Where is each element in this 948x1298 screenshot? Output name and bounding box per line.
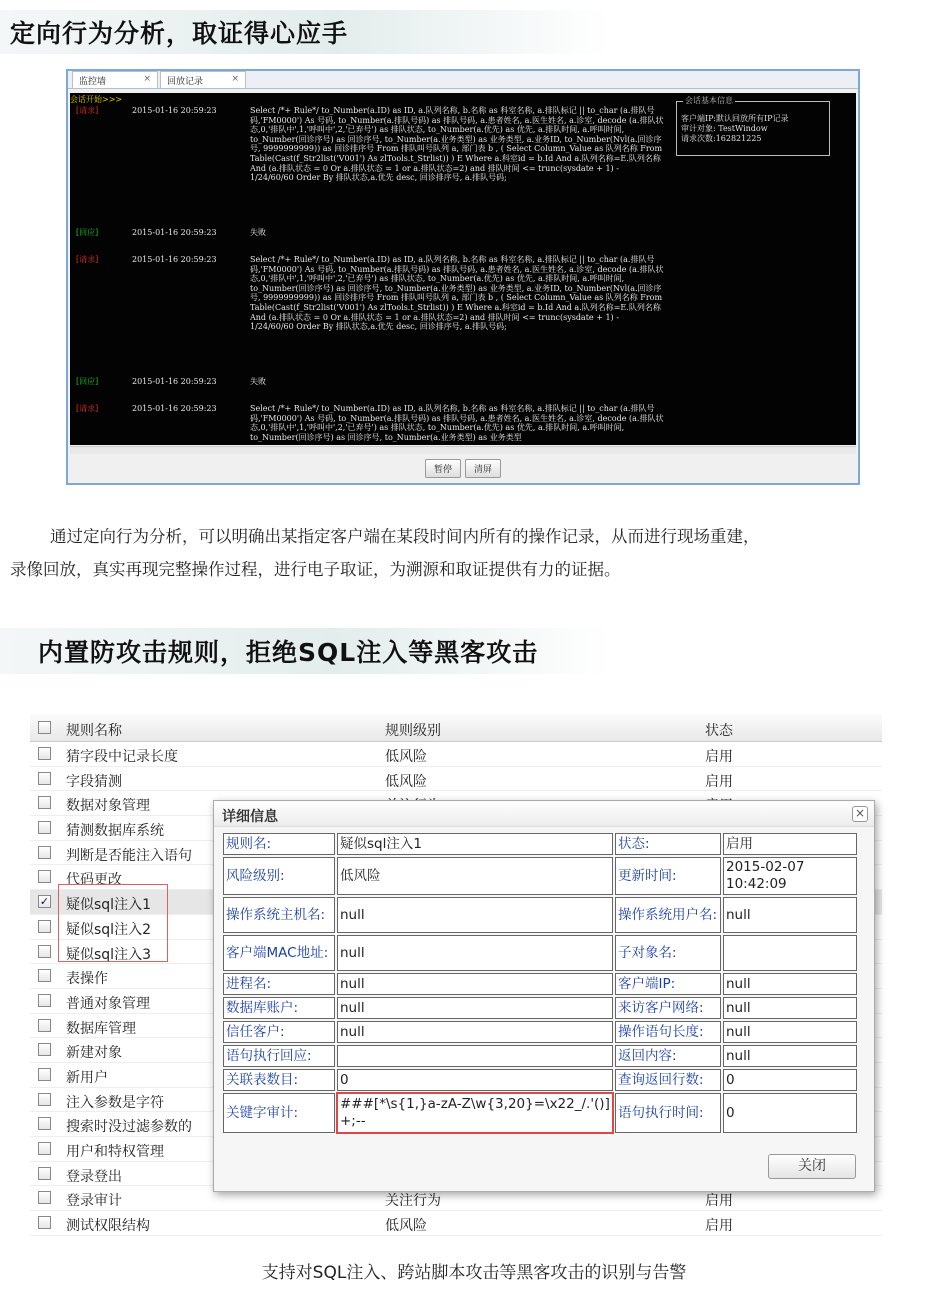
header-rule-level[interactable]: 规则级别: [385, 723, 441, 739]
header-rule-name[interactable]: 规则名称: [66, 723, 122, 739]
caption: 支持对SQL注入、跨站脚本攻击等黑客攻击的识别与告警: [261, 1263, 687, 1283]
row-checkbox[interactable]: [38, 870, 51, 883]
log-tag: [回应]: [76, 377, 99, 386]
row-checkbox[interactable]: [38, 1093, 51, 1106]
info-request-count: 请求次数:162821225: [681, 134, 762, 143]
session-start-text: 会话开始>>>: [70, 95, 123, 104]
row-checkbox[interactable]: [38, 846, 51, 859]
row-checkbox[interactable]: [38, 994, 51, 1007]
highlight-box: [58, 884, 168, 962]
select-all-checkbox[interactable]: [38, 721, 51, 734]
rule-name: 数据对象管理: [66, 798, 150, 815]
field-label: 数据库账户:: [223, 997, 335, 1019]
rule-name: 搜索时没过滤参数的: [66, 1119, 192, 1136]
row-checkbox[interactable]: [38, 796, 51, 809]
row-checkbox[interactable]: [38, 920, 51, 933]
field-value: 启用: [723, 833, 857, 855]
field-label: 操作系统用户名:: [615, 897, 721, 933]
info-client-ip: 客户端IP:默认回放所有IP记录: [681, 114, 789, 123]
rule-status: 启用: [705, 1218, 733, 1235]
rule-name: 登录登出: [66, 1168, 122, 1185]
field-label: 状态:: [615, 833, 721, 855]
rule-name: 代码更改: [66, 872, 122, 889]
table-header: [30, 714, 882, 742]
rule-name: 新建对象: [66, 1045, 122, 1062]
section-banner-1: [0, 10, 610, 54]
log-tag: [请求]: [76, 404, 99, 413]
log-message: 失败: [250, 228, 266, 237]
field-label: 操作系统主机名:: [223, 897, 335, 933]
section-title-2: 内置防攻击规则，拒绝SQL注入等黑客攻击: [38, 638, 539, 667]
rule-name: 表操作: [66, 971, 108, 988]
row-checkbox[interactable]: [38, 1117, 51, 1130]
log-timestamp: 2015-01-16 20:59:23: [132, 106, 217, 115]
rule-level: 关注行为: [385, 1193, 441, 1210]
rule-name: 普通对象管理: [66, 995, 150, 1012]
field-label: 规则名:: [223, 833, 335, 855]
log-timestamp: 2015-01-16 20:59:23: [132, 228, 217, 237]
rule-status: 启用: [705, 773, 733, 790]
detail-table: [221, 831, 859, 1135]
table-row[interactable]: [30, 1211, 882, 1236]
tab-monitor-wall[interactable]: 监控墙 ×: [72, 71, 158, 88]
horizontal-scrollbar[interactable]: [70, 446, 856, 454]
row-checkbox[interactable]: [38, 1167, 51, 1180]
field-value: ###[*\s{1,}a-zA-Z\w{3,20}=\x22_/.'()]+;--: [337, 1093, 613, 1133]
field-value: [337, 1045, 613, 1067]
rule-name: 判断是否能注入语句: [66, 847, 192, 864]
row-checkbox[interactable]: [38, 969, 51, 982]
row-checkbox[interactable]: [38, 1043, 51, 1056]
log-message: Select /*+ Rule*/ to_Number(a.ID) as ID, a.队列名称, b.名称 as 科室名称, a.排队标记 || to_char (a.排队号码,'FM0000') As 号码, to_Number(a.排队号码) as 排队号码, a.患者姓名, a.医生姓名, a.诊室, decode (a.排队状态,0,'排队中',1,'呼叫中',2,'已弃号') as 排队状态, to_Number(a.优先) as 优先, a.排队时间, a.呼叫时间, to_Number(回诊序号) as 回诊序号, to_Number(a.业务类型) as 业务类型, a.业务ID, to_Number(Nvl(a.回诊序号, 9999999999)) as 回诊排序号 From 排队叫号队列 a, 部门表 b , ( Select Column_Value as 队列名称 From Table(Cast(f_Str2list('V001') As zlTools.t_Strlist)) ) E Where a.科室id = b.Id And a.队列名称=E.队列名称 And (a.排队状态 = 0 Or a.排队状态 = 1 or a.排队状态=2) and 排队时间 <= trunc(sysdate + 1) - 1/24/60/60 Order By 排队状态,a.优先 desc, 回诊排序号, a.排队号码;: [250, 255, 664, 332]
field-value: null: [337, 973, 613, 995]
pause-button[interactable]: 暂停: [425, 459, 461, 478]
row-checkbox[interactable]: [38, 1216, 51, 1229]
row-checkbox[interactable]: [38, 945, 51, 958]
detail-row: [223, 1093, 857, 1133]
rule-name: 数据库管理: [66, 1020, 136, 1037]
field-label: 操作语句长度:: [615, 1021, 721, 1043]
close-button[interactable]: 关闭: [768, 1154, 856, 1179]
field-label: 风险级别:: [223, 857, 335, 895]
detail-row: [223, 857, 857, 895]
tab-close-icon[interactable]: ×: [143, 74, 151, 84]
tab-bar: [68, 71, 858, 89]
rule-name: 猜字段中记录长度: [66, 749, 178, 765]
field-value: [723, 935, 857, 971]
field-value: 0: [723, 1069, 857, 1091]
field-value: null: [723, 897, 857, 933]
rule-level: 低风险: [385, 1218, 427, 1235]
row-checkbox[interactable]: [38, 1019, 51, 1032]
field-value: 0: [723, 1093, 857, 1133]
detail-row: [223, 833, 857, 855]
log-message: Select /*+ Rule*/ to_Number(a.ID) as ID, a.队列名称, b.名称 as 科室名称, a.排队标记 || to_char (a.排队号码,'FM0000') As 号码, to_Number(a.排队号码) as 排队号码, a.患者姓名, a.医生姓名, a.诊室, decode (a.排队状态,0,'排队中',1,'呼叫中',2,'已弃号') as 排队状态, to_Number(a.优先) as 优先, a.排队时间, a.呼叫时间, to_Number(回诊序号) as 回诊序号, to_Number(a.业务类型) as 业务类型: [250, 404, 664, 442]
row-checkbox[interactable]: [38, 747, 51, 760]
info-audit-object: 审计对象: TestWindow: [681, 124, 768, 133]
row-checkbox[interactable]: [38, 1068, 51, 1081]
log-tag: [请求]: [76, 106, 99, 115]
row-checkbox[interactable]: [38, 1142, 51, 1155]
section-banner-2: [0, 628, 610, 674]
field-label: 来访客户网络:: [615, 997, 721, 1019]
table-row[interactable]: [30, 767, 882, 792]
rule-name: 新用户: [66, 1069, 108, 1086]
clear-screen-button[interactable]: 清屏: [465, 459, 501, 478]
field-value: null: [337, 997, 613, 1019]
session-info-legend: 会话基本信息: [685, 96, 733, 105]
log-message: Select /*+ Rule*/ to_Number(a.ID) as ID, a.队列名称, b.名称 as 科室名称, a.排队标记 || to_char (a.排队号码,'FM0000') As 号码, to_Number(a.排队号码) as 排队号码, a.患者姓名, a.医生姓名, a.诊室, decode (a.排队状态,0,'排队中',1,'呼叫中',2,'已弃号') as 排队状态, to_Number(a.优先) as 优先, a.排队时间, a.呼叫时间, to_Number(回诊序号) as 回诊序号, to_Number(a.业务类型) as 业务类型, a.业务ID, to_Number(Nvl(a.回诊序号, 9999999999)) as 回诊排序号 From 排队叫号队列 a, 部门表 b , ( Select Column_Value as 队列名称 From Table(Cast(f_Str2list('V001') As zlTools.t_Strlist)) ) E Where a.科室id = b.Id And a.队列名称=E.队列名称 And (a.排队状态 = 0 Or a.排队状态 = 1 or a.排队状态=2) and 排队时间 <= trunc(sysdate + 1) - 1/24/60/60 Order By 排队状态,a.优先 desc, 回诊排序号, a.排队号码;: [250, 106, 664, 183]
field-label: 语句执行回应:: [223, 1045, 335, 1067]
log-tag: [请求]: [76, 255, 99, 264]
detail-row: [223, 935, 857, 971]
field-value: 2015-02-07 10:42:09: [723, 857, 857, 895]
detail-row: [223, 1045, 857, 1067]
log-timestamp: 2015-01-16 20:59:23: [132, 377, 217, 386]
dialog-title: 详细信息: [214, 801, 874, 827]
table-row[interactable]: [30, 742, 882, 767]
rule-name: 登录审计: [66, 1193, 122, 1210]
field-value: null: [723, 973, 857, 995]
rule-name: 字段猜测: [66, 773, 122, 790]
session-info-box: [676, 96, 830, 156]
field-value: null: [723, 1045, 857, 1067]
field-value: 低风险: [337, 857, 613, 895]
field-value: null: [337, 1021, 613, 1043]
rule-status: 启用: [705, 1193, 733, 1210]
log-console[interactable]: [70, 93, 856, 445]
detail-row: [223, 997, 857, 1019]
log-tag: [回应]: [76, 228, 99, 237]
field-label: 进程名:: [223, 973, 335, 995]
rule-name: 疑似sql注入1: [66, 897, 151, 914]
rule-status: 启用: [705, 749, 733, 765]
field-value: null: [337, 897, 613, 933]
field-value: 0: [337, 1069, 613, 1091]
rule-name: 疑似sql注入2: [66, 921, 151, 938]
detail-row: [223, 1021, 857, 1043]
field-label: 客户端MAC地址:: [223, 935, 335, 971]
field-label: 更新时间:: [615, 857, 721, 895]
field-label: 关键字审计:: [223, 1093, 335, 1133]
log-timestamp: 2015-01-16 20:59:23: [132, 404, 217, 413]
description-paragraph: 通过定向行为分析，可以明确出某指定客户端在某段时间内所有的操作记录，从而进行现场重建， 录像回放，真实再现完整操作过程，进行电子取证，为溯源和取证提供有力的证据。: [10, 527, 760, 579]
header-status[interactable]: 状态: [705, 723, 733, 739]
field-label: 语句执行时间:: [615, 1093, 721, 1133]
field-label: 返回内容:: [615, 1045, 721, 1067]
detail-row: [223, 973, 857, 995]
field-label: 信任客户:: [223, 1021, 335, 1043]
rule-name: 用户和特权管理: [66, 1144, 164, 1160]
row-checkbox[interactable]: [38, 821, 51, 834]
rule-level: 低风险: [385, 749, 427, 765]
rule-name: 注入参数是字符: [66, 1094, 164, 1111]
field-label: 查询返回行数:: [615, 1069, 721, 1091]
rule-name: 测试权限结构: [66, 1218, 150, 1235]
close-icon[interactable]: ×: [852, 806, 868, 822]
detail-row: [223, 897, 857, 933]
rule-name: 猜测数据库系统: [66, 823, 164, 840]
rule-name: 疑似sql注入3: [66, 946, 151, 963]
section-title-1: 定向行为分析，取证得心应手: [10, 19, 349, 48]
tab-replay-records[interactable]: 回放记录 ×: [160, 71, 246, 88]
rule-level: 低风险: [385, 773, 427, 790]
row-checkbox[interactable]: [38, 772, 51, 785]
log-message: 失败: [250, 377, 266, 386]
field-label: 关联表数目:: [223, 1069, 335, 1091]
field-value: null: [723, 997, 857, 1019]
field-label: 客户端IP:: [615, 973, 721, 995]
field-value: null: [337, 935, 613, 971]
detail-dialog: [213, 800, 875, 1192]
row-checkbox[interactable]: [38, 1191, 51, 1204]
tab-close-icon[interactable]: ×: [231, 74, 239, 84]
field-value: 疑似sql注入1: [337, 833, 613, 855]
field-value: null: [723, 1021, 857, 1043]
detail-row: [223, 1069, 857, 1091]
row-checkbox[interactable]: ✓: [39, 895, 50, 909]
field-label: 子对象名:: [615, 935, 721, 971]
replay-window: [66, 69, 860, 485]
log-timestamp: 2015-01-16 20:59:23: [132, 255, 217, 264]
